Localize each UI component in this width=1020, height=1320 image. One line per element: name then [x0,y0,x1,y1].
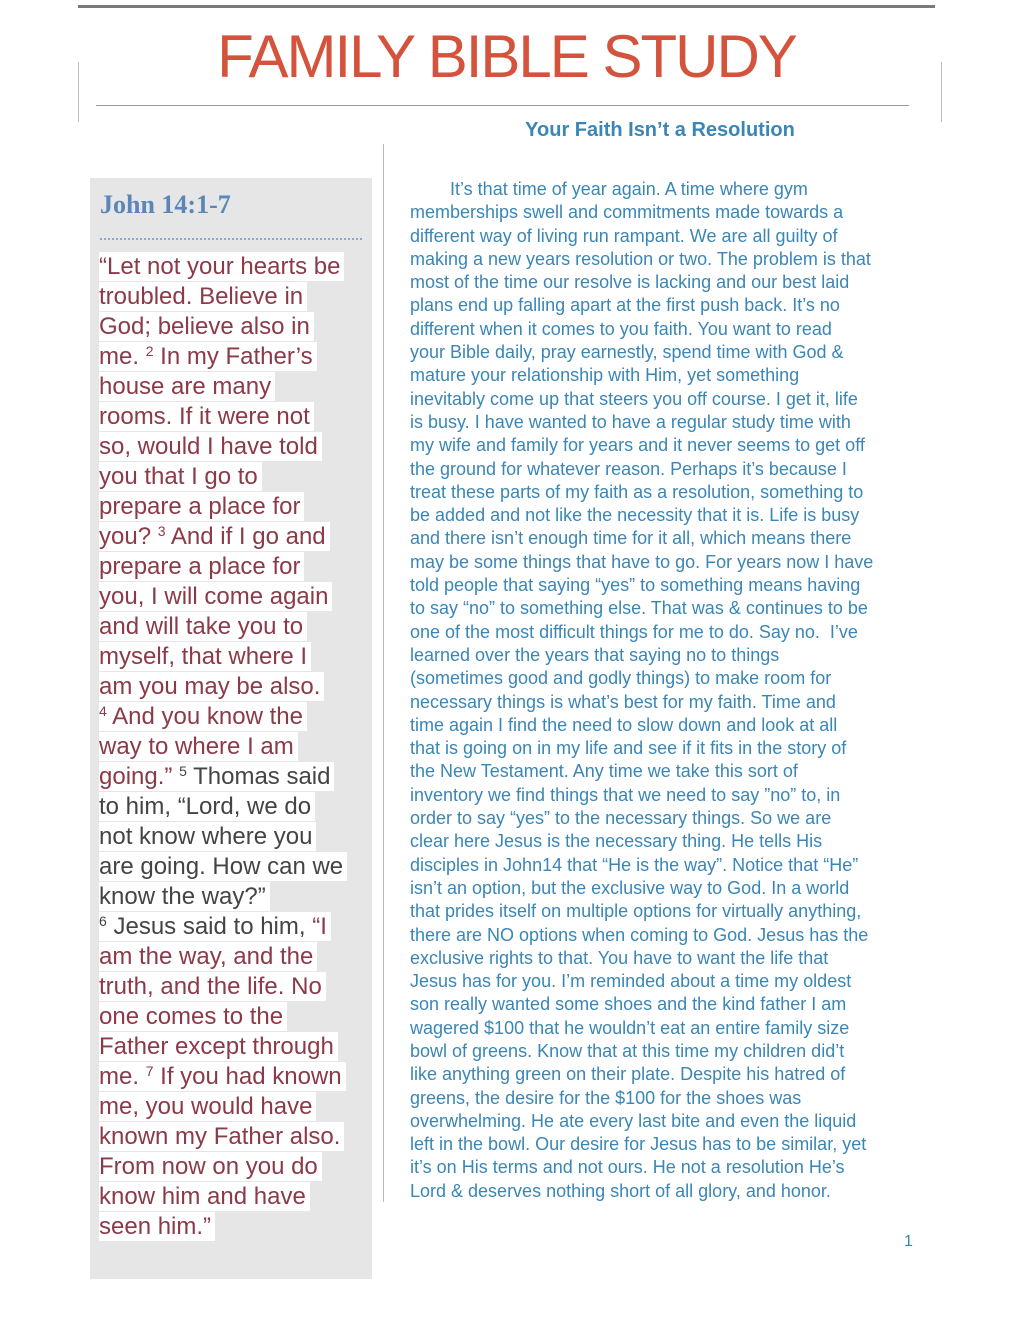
body-line: (sometimes good and godly things) to make room for [410,668,832,689]
body-line: son really wanted some shoes and the kind father I am [410,994,847,1015]
scripture-sidebar [90,178,372,1279]
body-line: It’s that time of year again. A time where gym [410,179,808,199]
dotted-divider [100,238,362,240]
body-line: order to say “yes” to the necessary things. So we are [410,808,832,829]
body-line: greens, the desire for the $100 for the shoes was [410,1087,802,1108]
scripture-text: way to where I am [99,733,294,760]
scripture-text: seen him.” [99,1213,212,1240]
body-line: memberships swell and commitments made towards a [410,202,844,223]
scripture-text: In my Father’s [153,343,313,370]
scripture-text: going.” [99,763,180,790]
body-line: making a new years resolution or two. The problem is that [410,248,871,269]
body-line: the New Testament. Any time we take this sort of [410,761,798,782]
body-line: bowl of greens. Know that at this time my children did’t [410,1040,845,1061]
scripture-line [99,1092,369,1122]
body-line: like anything green on their plate. Despite his hatred of [410,1064,846,1085]
page-title: FAMILY BIBLE STUDY [217,23,796,90]
verse-number: 7 [145,1063,154,1079]
scripture-text: prepare a place for [99,553,301,580]
scripture-text: And if I go and [165,523,326,550]
scripture-line [99,852,369,882]
scripture-line [99,1182,369,1212]
body-line: exclusive rights to that. You have to want the life that [410,947,829,968]
scripture-line [99,282,369,312]
scripture-text: And you know the [106,703,303,730]
body-line: my wife and family for years and it never seems to get off [410,435,865,456]
scripture-line [99,672,369,702]
scripture-text: God; believe also in [99,313,310,340]
scripture-line [99,732,369,762]
body-line: inventory we find things that we need to say ”no” to, in [410,784,841,805]
scripture-text: not know where you [99,823,313,850]
scripture-line [99,912,369,942]
scripture-line [99,882,369,912]
top-rule [78,5,935,8]
body-line: is busy. I have wanted to have a regular study time with [410,411,851,432]
scripture-text: Father except through [99,1033,334,1060]
scripture-text: “I [312,913,327,940]
scripture-line [99,702,369,732]
column-divider [383,144,384,1202]
body-line: it’s on His terms and not ours. He not a resolution He’s [410,1157,845,1178]
scripture-text: one comes to the [99,1003,284,1030]
scripture-line [99,402,369,432]
body-line: necessary things is what’s best for my faith. Time and [410,691,836,712]
verse-number: 2 [145,343,154,359]
body-line: that prides itself on multiple options for virtually anything, [410,901,862,922]
scripture-line [99,792,369,822]
body-line: different when it comes to you faith. You want to read [410,318,832,339]
scripture-text: truth, and the life. No [99,973,322,1000]
scripture-text: Thomas said [186,763,331,790]
scripture-text: you that I go to [99,463,258,490]
scripture-line [99,312,369,342]
body-line: that is going on in my life and see if it fits in the story of [410,738,847,759]
body-line: be added and not like the necessity that it is. Life is busy [410,505,860,526]
scripture-line [99,822,369,852]
scripture-text: you? [99,523,158,550]
scripture-text: me. [99,1063,146,1090]
scripture-line [99,972,369,1002]
verse-number: 4 [99,703,107,719]
scripture-text: me, you would have [99,1093,313,1120]
body-line: learned over the years that saying no to things [410,644,780,665]
title-divider [96,105,909,106]
body-line: may be some things that have to go. For years now I have [410,551,874,572]
body-line: and there isn’t enough time for it all, which means there [410,528,852,549]
scripture-text: prepare a place for [99,493,301,520]
scripture-line [99,462,369,492]
scripture-text: “Let not your hearts be [99,253,341,280]
body-line: disciples in John14 that “He is the way”. Notice that “He” [410,854,859,875]
body-line: isn’t an option, but the exclusive way to God. In a world [410,877,850,898]
scripture-line [99,1062,369,1092]
scripture-line [99,522,369,552]
scripture-text: you, I will come again [99,583,329,610]
page-number: 1 [904,1233,913,1250]
scripture-line [99,492,369,522]
scripture-line [99,582,369,612]
scripture-line [99,612,369,642]
scripture-line [99,1152,369,1182]
article-subtitle: Your Faith Isn’t a Resolution [525,119,795,141]
scripture-line [99,642,369,672]
body-line: overwhelming. He ate every last bite and even the liquid [410,1110,857,1131]
scripture-text: am the way, and the [99,943,314,970]
scripture-text: and will take you to [99,613,304,640]
scripture-text: know him and have [99,1183,306,1210]
scripture-text: myself, that where I [99,643,308,670]
verse-number: 5 [179,763,187,779]
scripture-reference: John 14:1-7 [100,190,231,219]
body-line: the ground for whatever reason. Perhaps it’s because I [410,458,847,479]
scripture-line [99,1212,369,1242]
scripture-text: troubled. Believe in [99,283,304,310]
body-line: Jesus has for you. I’m reminded about a time my oldest [410,971,852,992]
body-line: your Bible daily, pray earnestly, spend time with God & [410,342,844,363]
scripture-line [99,942,369,972]
right-margin-rule [941,62,942,122]
scripture-line [99,372,369,402]
verse-number: 3 [157,523,166,539]
scripture-line [99,342,369,372]
scripture-text: rooms. If it were not [99,403,310,430]
scripture-text: known my Father also. [99,1123,341,1150]
scripture-text: so, would I have told [99,433,318,460]
body-line: different way of living run rampant. We are all guilty of [410,225,838,246]
body-line: to say “no” to something else. That was & continues to be [410,598,868,619]
body-line: there are NO options when coming to God. Jesus has the [410,924,869,945]
scripture-text: If you had known [153,1063,342,1090]
body-line: Lord & deserves nothing short of all glory, and honor. [410,1180,831,1201]
body-line: wagered $100 that he wouldn’t eat an entire family size [410,1017,850,1038]
scripture-text: are going. How can we [99,853,344,880]
scripture-line [99,1032,369,1062]
scripture-line [99,432,369,462]
scripture-line [99,762,369,792]
article-body [410,178,930,1203]
scripture-line [99,1122,369,1152]
body-line: told people that saying “yes” to something means having [410,575,861,596]
scripture-text: house are many [99,373,272,400]
scripture-text: know the way?” [99,883,266,910]
scripture-line [99,552,369,582]
body-line: most of the time our resolve is lacking and our best laid [410,272,850,293]
scripture-line [99,1002,369,1032]
body-line: mature your relationship with Him, yet something [410,365,800,386]
verse-number: 6 [99,913,107,929]
body-line: time again I find the need to slow down and look at all [410,714,838,735]
scripture-text: Jesus said to him, [106,913,313,940]
body-line: treat these parts of my faith as a resolution, something to [410,481,864,502]
scripture-line [99,252,369,282]
body-line: clear here Jesus is the necessary thing. He tells His [410,831,823,852]
scripture-text: am you may be also. [99,673,321,700]
scripture-text: From now on you do [99,1153,318,1180]
body-line: inevitably come up that steers you off course. I get it, life [410,388,858,409]
body-line: one of the most difficult things for me to do. Say no. I’ve [410,621,858,642]
scripture-text: to him, “Lord, we do [99,793,312,820]
scripture-passage [99,252,369,1242]
body-line: plans end up falling apart at the first push back. It’s no [410,295,840,316]
body-line: left in the bowl. Our desire for Jesus has to be similar, yet [410,1134,867,1155]
scripture-text: me. [99,343,146,370]
